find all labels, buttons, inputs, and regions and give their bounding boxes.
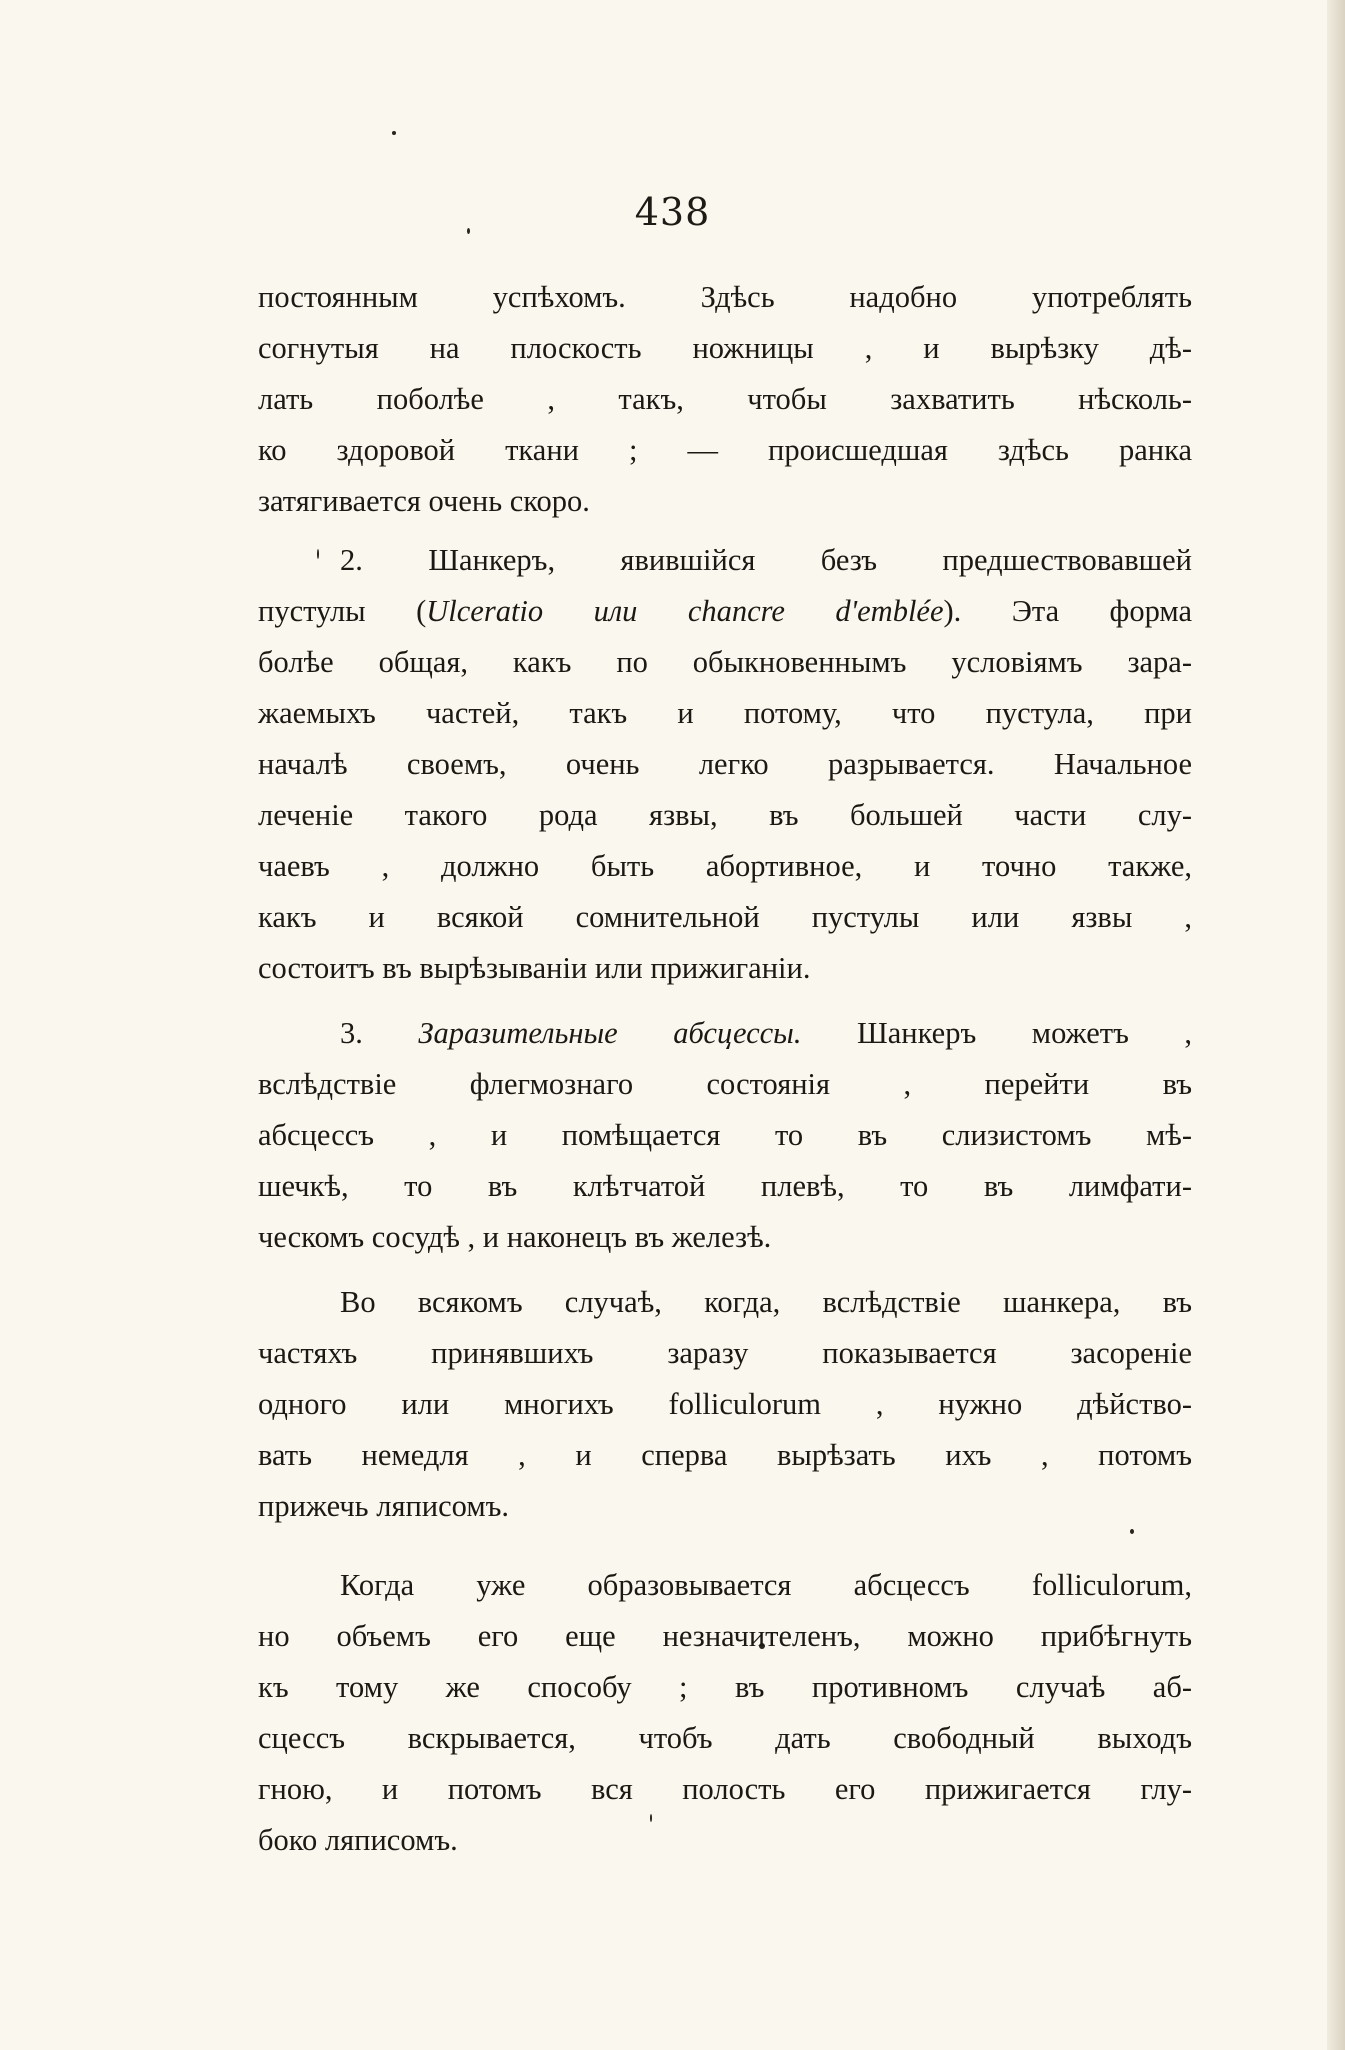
text-line: какъ и всякой сомнительной пустулы или язвы , bbox=[258, 900, 1192, 934]
italic-phrase: Ulceratio или chancre d'emblée bbox=[426, 594, 944, 628]
text-line: гною, и потомъ вся полость его прижигается глу- bbox=[258, 1772, 1192, 1806]
paragraph-2 bbox=[258, 535, 1192, 994]
text-line: частяхъ принявшихъ заразу показывается засореніе bbox=[258, 1336, 1192, 1370]
text-fragment: Шанкеръ можетъ , bbox=[857, 1016, 1193, 1050]
text-line: согнутыя на плоскость ножницы , и вырѣзку дѣ- bbox=[258, 331, 1192, 365]
text-line: шечкѣ, то въ клѣтчатой плевѣ, то въ лимфати- bbox=[258, 1169, 1192, 1203]
text-line: ческомъ сосудѣ , и наконецъ въ железѣ. bbox=[258, 1220, 772, 1254]
section-heading-line bbox=[258, 1008, 1192, 1059]
text-line: чаевъ , должно быть абортивное, и точно также, bbox=[258, 849, 1192, 883]
text-line: Когда уже образовывается абсцессъ folliculorum, bbox=[340, 1568, 1192, 1602]
text-line: абсцессъ , и помѣщается то въ слизистомъ мѣ- bbox=[258, 1118, 1192, 1152]
page-number: 438 bbox=[634, 190, 711, 234]
text-line: вать немедля , и сперва вырѣзать ихъ , потомъ bbox=[258, 1438, 1192, 1472]
text-line: сцессъ вскрывается, чтобъ дать свободный выходъ bbox=[258, 1721, 1192, 1755]
text-line: лать поболѣе , такъ, чтобы захватить нѣсколь- bbox=[258, 382, 1192, 416]
text-line: состоитъ въ вырѣзываніи или прижиганіи. bbox=[258, 951, 811, 985]
text-line: вслѣдствіе флегмознаго состоянія , перейти въ bbox=[258, 1067, 1192, 1101]
text-line: леченіе такого рода язвы, въ большей части слу- bbox=[258, 798, 1192, 832]
body-text bbox=[258, 272, 1192, 1866]
paragraph-4 bbox=[258, 1277, 1192, 1532]
text-line: постоянным успѣхомъ. Здѣсь надобно употреблять bbox=[258, 280, 1192, 314]
paragraph-3 bbox=[258, 1008, 1192, 1263]
text-line: боко ляписомъ. bbox=[258, 1823, 458, 1857]
text-line: прижечь ляписомъ. bbox=[258, 1489, 510, 1523]
text-line: 2. Шанкеръ, явившійся безъ предшествовавшей bbox=[340, 543, 1192, 577]
paragraph-1 bbox=[258, 272, 1192, 527]
paragraph-5 bbox=[258, 1560, 1192, 1866]
section-title: Заразительные абсцессы. bbox=[418, 1016, 802, 1050]
text-line: Во всякомъ случаѣ, когда, вслѣдствіе шанкера, въ bbox=[340, 1285, 1192, 1319]
text-line: началѣ своемъ, очень легко разрывается. Начальное bbox=[258, 747, 1192, 781]
text-line-with-italic: пустулы (Ulceratio или chancre d'emblée). Эта форма bbox=[258, 594, 1192, 628]
text-line: одного или многихъ folliculorum , нужно дѣйство- bbox=[258, 1387, 1192, 1421]
text-line: жаемыхъ частей, такъ и потому, что пустула, при bbox=[258, 696, 1192, 730]
text-line: болѣе общая, какъ по обыкновеннымъ условіямъ зара- bbox=[258, 645, 1192, 679]
section-number: 3. bbox=[340, 1016, 363, 1050]
text-line: ко здоровой ткани ; — происшедшая здѣсь ранка bbox=[258, 433, 1192, 467]
text-line: къ тому же способу ; въ противномъ случаѣ аб- bbox=[258, 1670, 1192, 1704]
text-line: затягивается очень скоро. bbox=[258, 484, 590, 518]
print-speck bbox=[392, 131, 396, 135]
text-line: но объемъ его еще незначителенъ, можно прибѣгнуть bbox=[258, 1619, 1192, 1653]
